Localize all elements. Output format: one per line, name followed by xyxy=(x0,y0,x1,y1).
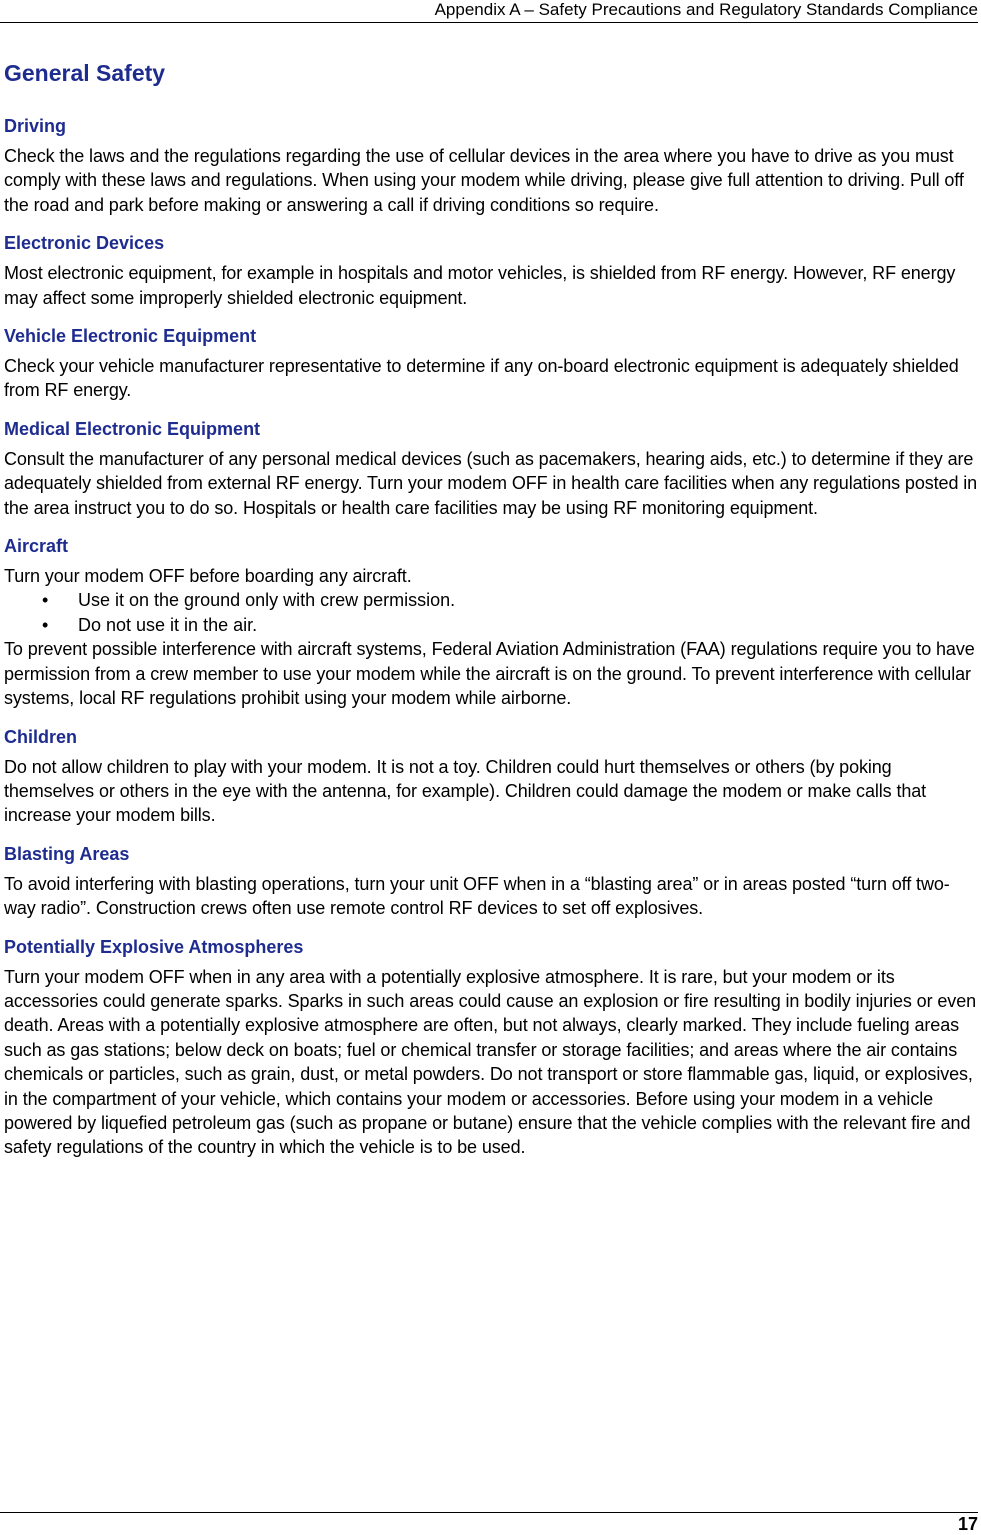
section-electronic-devices xyxy=(4,231,980,310)
section-driving xyxy=(4,114,980,217)
section-explosive-atmospheres xyxy=(4,935,980,1160)
section-heading-explosive: Potentially Explosive Atmospheres xyxy=(4,936,304,957)
section-aircraft xyxy=(4,534,980,710)
bullet-icon: • xyxy=(42,614,49,635)
bullet-icon: • xyxy=(42,590,49,611)
aircraft-bullet-list xyxy=(4,588,980,637)
section-heading-medical: Medical Electronic Equipment xyxy=(4,418,261,439)
running-footer xyxy=(0,1512,978,1535)
section-medical-electronic-equipment xyxy=(4,417,980,520)
list-item xyxy=(4,613,980,637)
section-body-children: Do not allow children to play with your modem. It is not a toy. Children could hurt themselves or others (by poking themselves or others in the eye with the antenna, for example). Children could damage the modem or make calls that increase your modem bills. xyxy=(4,756,927,826)
section-heading-vehicle: Vehicle Electronic Equipment xyxy=(4,326,257,347)
page-content xyxy=(4,58,980,1174)
page-number: 17 xyxy=(957,1514,978,1534)
list-item xyxy=(4,588,980,612)
section-intro-aircraft: Turn your modem OFF before boarding any aircraft. xyxy=(4,566,412,587)
section-heading-aircraft: Aircraft xyxy=(4,536,69,557)
section-heading-electronic-devices: Electronic Devices xyxy=(4,233,165,254)
list-item-text: Use it on the ground only with crew permission. xyxy=(78,590,456,611)
list-item-text: Do not use it in the air. xyxy=(78,614,258,635)
section-heading-driving: Driving xyxy=(4,116,67,136)
section-body-vehicle: Check your vehicle manufacturer representative to determine if any on-board electronic equipment is adequately shielded from RF energy. xyxy=(4,356,959,401)
section-vehicle-electronic-equipment xyxy=(4,324,980,403)
page-title: General Safety xyxy=(4,60,166,86)
section-heading-children: Children xyxy=(4,726,78,747)
running-header xyxy=(0,0,978,23)
section-children xyxy=(4,725,980,828)
section-body-driving: Check the laws and the regulations regarding the use of cellular devices in the area where you have to drive as you must comply with these laws and regulations. When using your modem while driving, please give full attention to driving. Pull off the road and park before making or answering a call if driving conditions so require. xyxy=(4,146,964,215)
section-body-blasting: To avoid interfering with blasting operations, turn your unit OFF when in a “blasting area” or in areas posted “turn off two-way radio”. Construction crews often use remote control RF devices to set off explosives. xyxy=(4,873,950,919)
section-heading-blasting: Blasting Areas xyxy=(4,843,130,864)
section-body-explosive: Turn your modem OFF when in any area with a potentially explosive atmosphere. It is rare, but your modem or its accessories could generate sparks. Sparks in such areas could cause an explosion or fire resulting in bodily injuries or even death. Areas with a potentially explosive atmosphere are often, but not always, clearly marked. They include fueling areas such as gas stations; below deck on boats; fuel or chemical transfer or storage facilities; and areas where the air contains chemicals or particles, such as grain, dust, or metal powders. Do not transport or store flammable gas, liquid, or explosives, in the compartment of your vehicle, which contains your modem or accessories. Before using your modem in a vehicle powered by liquefied petroleum gas (such as propane or butane) ensure that the vehicle complies with the relevant fire and safety regulations of the country in which the vehicle is to be used. xyxy=(4,966,977,1158)
header-title: Appendix A – Safety Precautions and Regulatory Standards Compliance xyxy=(434,0,978,19)
section-body-medical: Consult the manufacturer of any personal medical devices (such as pacemakers, hearing aids, etc.) to determine if they are adequately shielded from external RF energy. Turn your modem OFF in health care facilities when any regulations posted in the area instruct you to do so. Hospitals or health care facilities may be using RF monitoring equipment. xyxy=(4,448,978,518)
section-blasting-areas xyxy=(4,842,980,921)
section-body-electronic-devices: Most electronic equipment, for example in hospitals and motor vehicles, is shielded from RF energy. However, RF energy may affect some improperly shielded electronic equipment. xyxy=(4,263,956,308)
section-body-aircraft: To prevent possible interference with aircraft systems, Federal Aviation Administration (FAA) regulations require you to have permission from a crew member to use your modem while the aircraft is on the ground. To prevent interference with cellular systems, local RF regulations prohibit using your modem while airborne. xyxy=(4,639,975,709)
